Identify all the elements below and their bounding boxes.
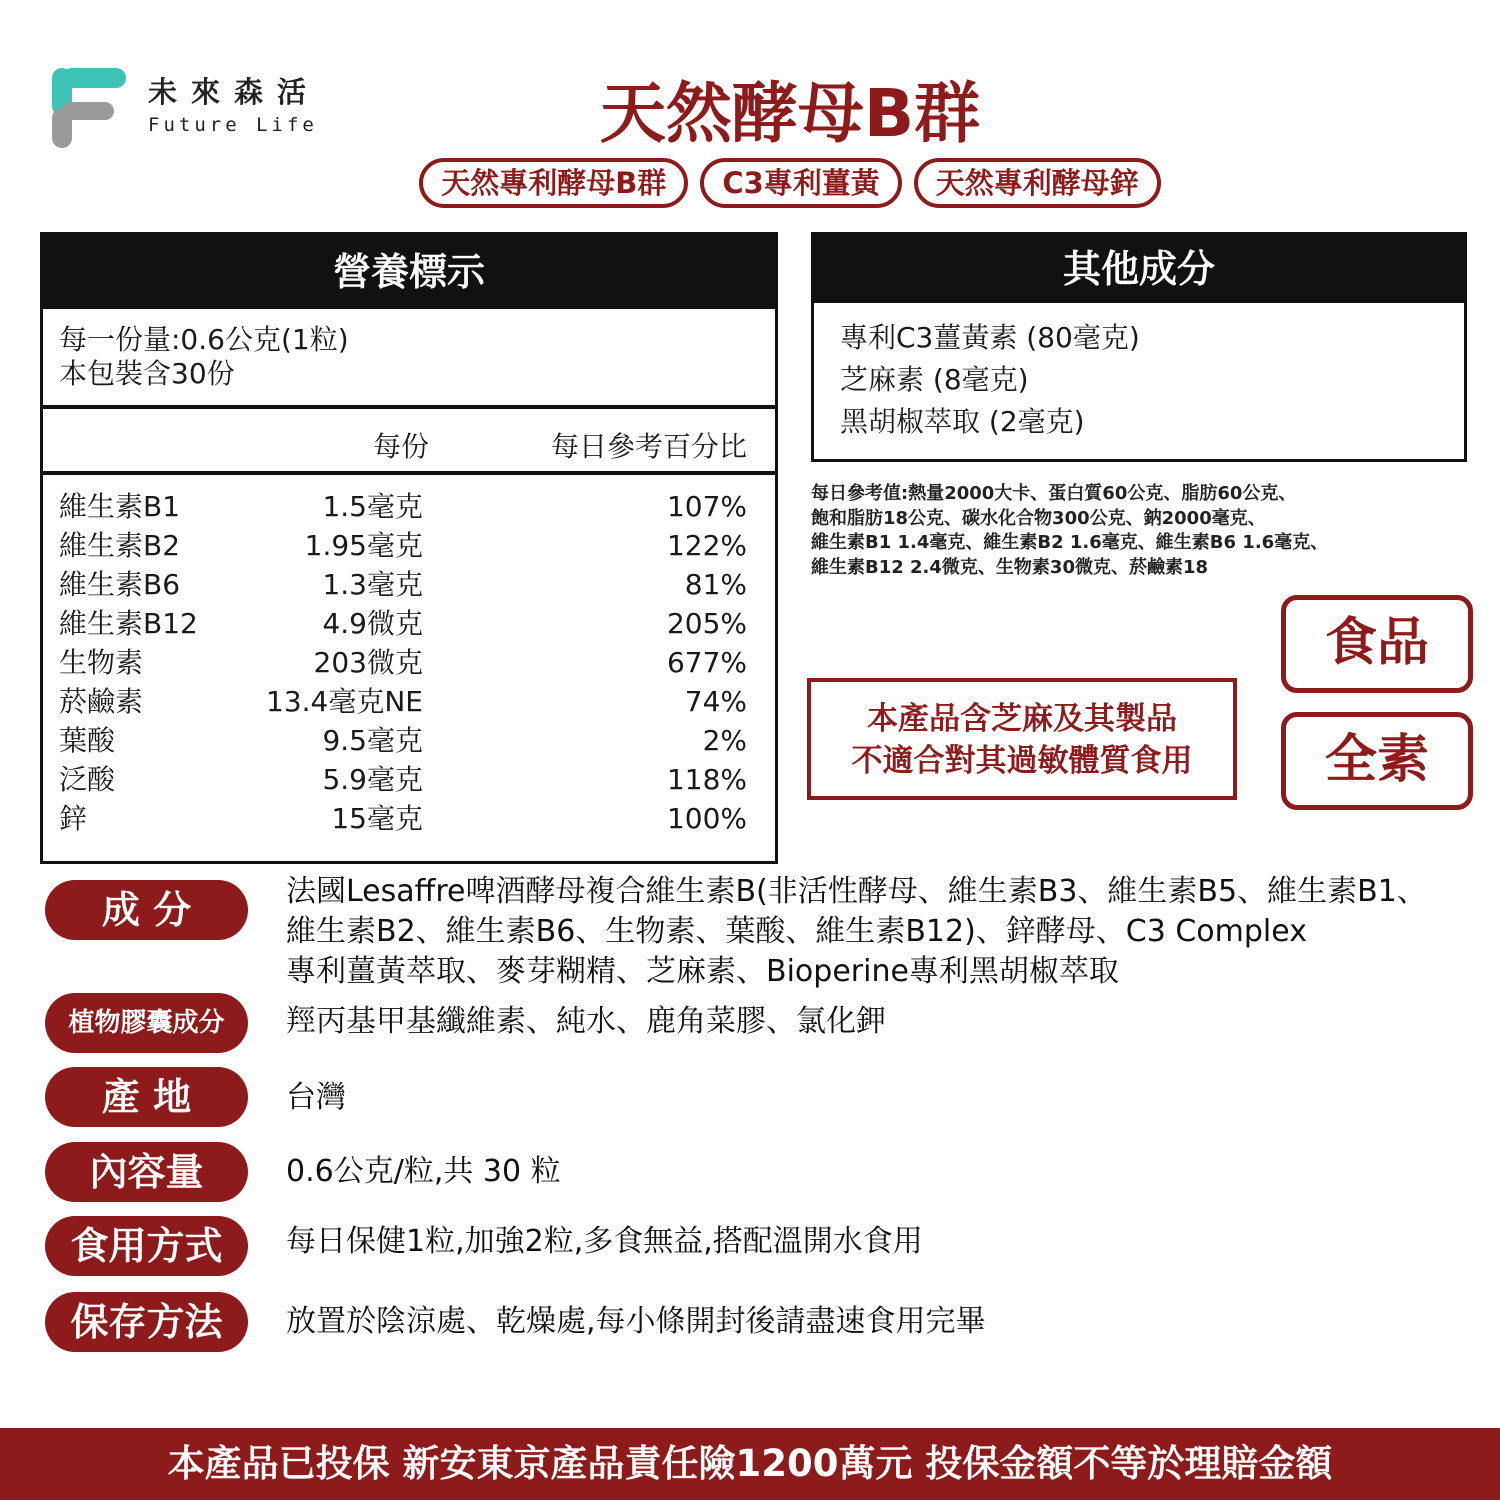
allergy-warning <box>807 678 1237 800</box>
capsule-label: 植物膠囊成分 <box>45 993 248 1053</box>
reference-line: 每日參考值:熱量2000大卡、蛋白質60公克、脂肪60公克、 <box>811 483 1297 504</box>
nutrient-pct: 74% <box>684 685 747 718</box>
nutrient-amount: 5.9毫克 <box>322 763 423 796</box>
other-ingredients-header: 其他成分 <box>814 235 1464 303</box>
nutrient-amount: 15毫克 <box>331 802 423 835</box>
origin-label: 產 地 <box>45 1067 248 1127</box>
capsule-text: 羥丙基甲基纖維素、純水、鹿角菜膠、氯化鉀 <box>286 1004 886 1039</box>
table-row <box>43 721 775 760</box>
table-row <box>43 682 775 721</box>
nutrient-amount: 13.4毫克NE <box>266 685 423 718</box>
vegan-badge: 全素 <box>1281 712 1473 810</box>
nutrient-amount: 1.5毫克 <box>322 490 423 523</box>
ingredients-line: 法國Lesaffre啤酒酵母複合維生素B(非活性酵母、維生素B3、維生素B5、維生素B1、 <box>286 874 1427 909</box>
nutrient-amount: 9.5毫克 <box>322 724 423 757</box>
nutrient-name: 維生素B6 <box>59 568 181 601</box>
tag-c3-turmeric: C3專利薑黃 <box>700 158 901 208</box>
table-row <box>43 799 775 838</box>
nutrient-amount: 1.3毫克 <box>322 568 423 601</box>
content-label: 內容量 <box>45 1142 248 1202</box>
storage-label: 保存方法 <box>45 1292 248 1352</box>
feature-tags <box>0 158 1500 208</box>
tag-yeast-zinc: 天然專利酵母鋅 <box>914 158 1161 208</box>
nutrient-pct: 122% <box>666 529 747 562</box>
reference-line: 維生素B12 2.4微克、生物素30微克、菸鹼素18 <box>811 556 1209 578</box>
usage-label: 食用方式 <box>45 1216 248 1276</box>
nutrient-pct: 107% <box>666 490 747 523</box>
nutrient-name: 鋅 <box>59 802 88 835</box>
reference-line: 維生素B1 1.4毫克、維生素B2 1.6毫克、維生素B6 1.6毫克、 <box>811 532 1329 553</box>
content-text: 0.6公克/粒,共 30 粒 <box>286 1154 561 1189</box>
brand-name-en: Future Life <box>148 114 318 136</box>
nutrient-pct: 2% <box>702 724 747 757</box>
nutrition-header: 營養標示 <box>43 235 775 309</box>
list-item: 黑胡椒萃取 (2毫克) <box>840 405 1085 438</box>
nutrient-amount: 203微克 <box>313 646 423 679</box>
servings-per-pack: 本包裝含30份 <box>59 357 235 390</box>
nutrient-name: 菸鹼素 <box>59 685 144 718</box>
nutrient-amount: 1.95毫克 <box>304 529 423 562</box>
nutrient-pct: 81% <box>684 568 747 601</box>
nutrition-rows <box>43 475 775 838</box>
list-item: 專利C3薑黃素 (80毫克) <box>840 321 1140 354</box>
insurance-footer: 本產品已投保 新安東京產品責任險1200萬元 投保金額不等於理賠金額 <box>0 1428 1500 1500</box>
nutrient-pct: 677% <box>666 646 747 679</box>
food-badge: 食品 <box>1281 595 1473 693</box>
usage-text: 每日保健1粒,加強2粒,多食無益,搭配溫開水食用 <box>286 1224 923 1259</box>
nutrient-name: 生物素 <box>59 646 144 679</box>
allergy-line-1: 本產品含芝麻及其製品 <box>867 701 1177 737</box>
serving-info <box>43 309 775 409</box>
brand-name-cn: 未來森活 <box>148 75 321 109</box>
nutrient-pct: 118% <box>666 763 747 796</box>
product-title: 天然酵母B群 <box>599 75 981 152</box>
allergy-line-2: 不適合對其過敏體質食用 <box>851 743 1193 779</box>
nutrient-name: 葉酸 <box>59 724 116 757</box>
origin-text: 台灣 <box>286 1080 346 1115</box>
table-row <box>43 565 775 604</box>
ingredients-line: 維生素B2、維生素B6、生物素、葉酸、維生素B12)、鋅酵母、C3 Complex <box>286 914 1307 949</box>
daily-reference-note <box>811 482 1371 580</box>
nutrition-table <box>40 232 778 864</box>
table-row <box>43 604 775 643</box>
other-ingredients-list <box>814 303 1464 443</box>
col-per-serving: 每份 <box>373 430 430 463</box>
reference-line: 飽和脂肪18公克、碳水化合物300公克、鈉2000毫克、 <box>811 507 1266 529</box>
nutrient-pct: 100% <box>666 802 747 835</box>
nutrient-name: 維生素B12 <box>59 607 198 640</box>
list-item: 芝麻素 (8毫克) <box>840 363 1029 396</box>
serving-size: 每一份量:0.6公克(1粒) <box>59 323 349 356</box>
nutrition-column-headers <box>43 409 775 475</box>
ingredients-line: 專利薑黃萃取、麥芽糊精、芝麻素、Bioperine專利黑胡椒萃取 <box>286 954 1119 989</box>
other-ingredients-box <box>811 232 1467 462</box>
ingredients-text <box>286 872 1427 992</box>
storage-text: 放置於陰涼處、乾燥處,每小條開封後請盡速食用完畢 <box>286 1304 986 1339</box>
nutrient-amount: 4.9微克 <box>322 607 423 640</box>
nutrient-pct: 205% <box>666 607 747 640</box>
tag-yeast-b: 天然專利酵母B群 <box>419 158 688 208</box>
nutrient-name: 維生素B1 <box>59 490 181 523</box>
nutrient-name: 維生素B2 <box>59 529 181 562</box>
table-row <box>43 487 775 526</box>
nutrient-name: 泛酸 <box>59 763 116 796</box>
table-row <box>43 760 775 799</box>
table-row <box>43 643 775 682</box>
table-row <box>43 526 775 565</box>
ingredients-label: 成 分 <box>45 880 248 940</box>
col-daily-pct: 每日參考百分比 <box>550 430 747 463</box>
